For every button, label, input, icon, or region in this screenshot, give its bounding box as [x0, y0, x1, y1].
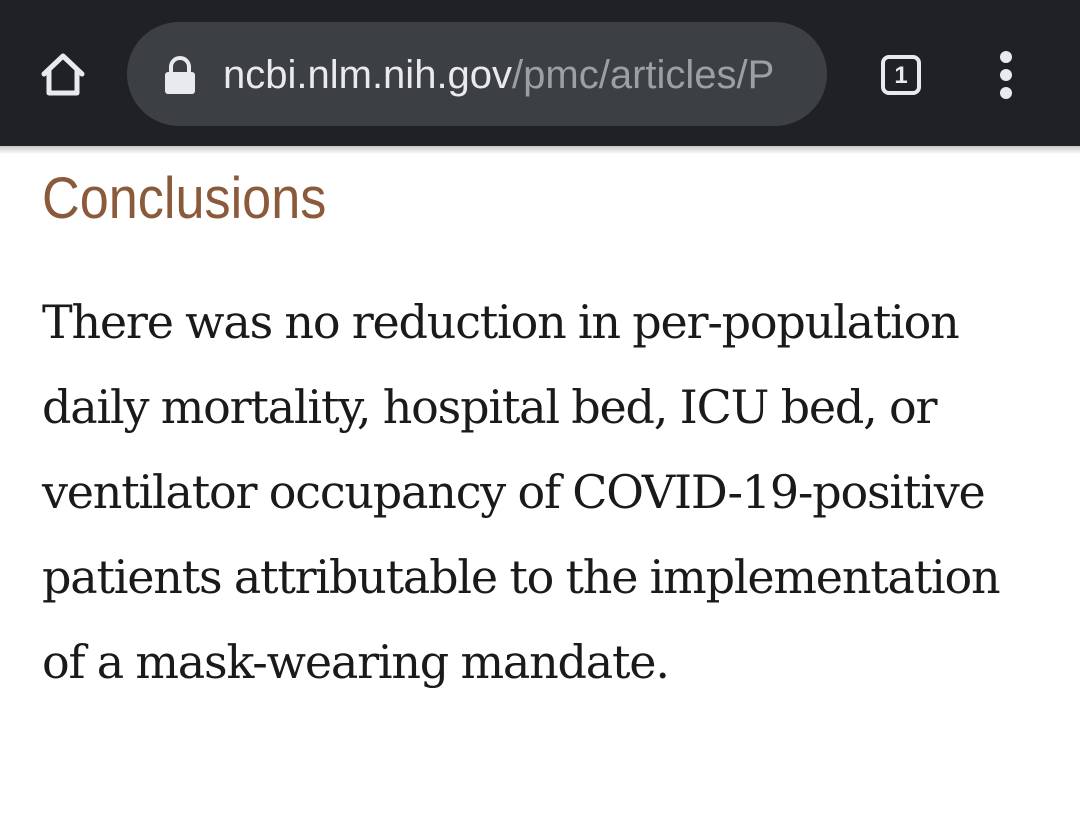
tab-switcher-icon: [881, 55, 921, 95]
browser-toolbar: [0, 0, 1080, 146]
conclusions-paragraph: There was no reduction in per-population daily mortality, hospital bed, ICU bed, or ventilator occupancy of COVID-19-positive patients attributable to the implementation of a mask-wearing mandate.: [42, 295, 1000, 689]
section-heading: Conclusions: [42, 166, 327, 231]
tab-switcher-button[interactable]: [868, 44, 934, 106]
tab-count: 1: [894, 61, 908, 89]
toolbar-shadow: [0, 146, 1080, 154]
home-button[interactable]: [28, 40, 98, 110]
more-vert-icon: [996, 49, 1016, 101]
menu-button[interactable]: [980, 44, 1032, 106]
home-icon: [38, 50, 88, 100]
address-bar[interactable]: [127, 22, 827, 126]
url-host: ncbi.nlm.nih.gov: [223, 53, 513, 97]
url-path: /pmc/articles/P: [512, 53, 775, 97]
url-text[interactable]: [223, 48, 807, 102]
lock-icon: [163, 56, 197, 96]
